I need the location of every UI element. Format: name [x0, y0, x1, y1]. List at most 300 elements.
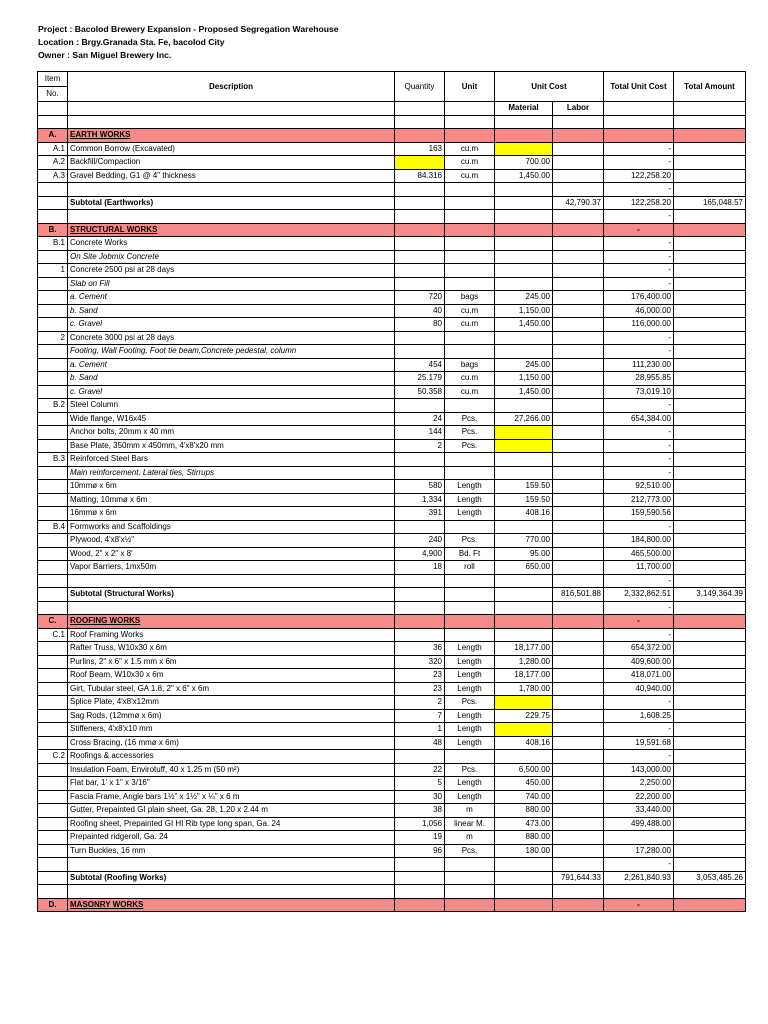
item-no-cell — [38, 196, 68, 210]
quantity-cell: 25.179 — [395, 372, 445, 386]
item-no-cell — [38, 844, 68, 858]
total-amount-cell — [674, 142, 746, 156]
table-cell — [395, 102, 445, 116]
quantity-cell — [395, 196, 445, 210]
table-row — [38, 723, 746, 737]
table-row — [38, 777, 746, 791]
quantity-cell: 163 — [395, 142, 445, 156]
total-amount-cell — [674, 237, 746, 251]
description-cell: Purlins, 2" x 6" x 1.5 mm x 6m — [68, 655, 395, 669]
table-row — [38, 372, 746, 386]
description-cell: Fascia Frame, Angle bars 1½" x 1½" x ¼" x 6 m — [68, 790, 395, 804]
description-cell: Rafter Truss, W10x30 x 6m — [68, 642, 395, 656]
table-row — [38, 534, 746, 548]
total-unit-cost-cell: - — [604, 223, 674, 237]
unit-cell: cu.m — [445, 385, 495, 399]
item-no-cell — [38, 790, 68, 804]
section-row — [38, 129, 746, 143]
unit-header: Unit — [445, 72, 495, 102]
quantity-cell: 19 — [395, 831, 445, 845]
table-row — [38, 655, 746, 669]
labor-cost-cell — [553, 358, 604, 372]
labor-cost-cell — [553, 331, 604, 345]
total-unit-cost-cell: 92,510.00 — [604, 480, 674, 494]
total-unit-cost-cell: - — [604, 750, 674, 764]
description-cell: Concrete 3000 psi at 28 days — [68, 331, 395, 345]
bill-of-quantities-table — [37, 71, 746, 912]
description-cell: Gravel Bedding, G1 @ 4" thickness — [68, 169, 395, 183]
item-no-cell: D. — [38, 898, 68, 912]
material-cost-cell: 159.50 — [495, 493, 553, 507]
material-cost-cell: 408.16 — [495, 736, 553, 750]
total-amount-cell — [674, 115, 746, 129]
description-cell: Insulation Foam, Envirotuff, 40 x 1.25 m (50 m²) — [68, 763, 395, 777]
table-row — [38, 574, 746, 588]
labor-cost-cell — [553, 831, 604, 845]
total-unit-cost-cell: 22,200.00 — [604, 790, 674, 804]
quantity-cell — [395, 453, 445, 467]
total-amount-cell — [674, 669, 746, 683]
total-unit-cost-cell: 122,258.20 — [604, 169, 674, 183]
total-unit-cost-cell: - — [604, 858, 674, 872]
labor-cost-cell — [553, 142, 604, 156]
material-cost-cell — [495, 453, 553, 467]
total-unit-cost-cell — [604, 129, 674, 143]
total-amount-cell — [674, 291, 746, 305]
description-cell: EARTH WORKS — [68, 129, 395, 143]
item-no-cell — [38, 709, 68, 723]
quantity-cell: 30 — [395, 790, 445, 804]
unit-cell: bags — [445, 291, 495, 305]
labor-cost-cell — [553, 169, 604, 183]
table-row — [38, 642, 746, 656]
description-cell: c. Gravel — [68, 318, 395, 332]
material-cost-cell: 95.00 — [495, 547, 553, 561]
material-cost-cell: 180.00 — [495, 844, 553, 858]
table-row — [38, 844, 746, 858]
material-cost-cell — [495, 520, 553, 534]
material-cost-cell: 650.00 — [495, 561, 553, 575]
total-unit-cost-header: Total Unit Cost — [604, 72, 674, 102]
table-body — [38, 115, 746, 912]
description-cell: a. Cement — [68, 291, 395, 305]
material-cost-cell — [495, 466, 553, 480]
item-no-cell: B.3 — [38, 453, 68, 467]
labor-cost-cell — [553, 237, 604, 251]
quantity-cell: 48 — [395, 736, 445, 750]
total-amount-cell: 3,053,485.26 — [674, 871, 746, 885]
total-amount-cell — [674, 709, 746, 723]
total-unit-cost-cell: - — [604, 574, 674, 588]
description-cell: b. Sand — [68, 304, 395, 318]
item-no-cell — [38, 345, 68, 359]
unit-cell — [445, 250, 495, 264]
quantity-cell — [395, 898, 445, 912]
labor-cost-cell — [553, 264, 604, 278]
item-no-cell — [38, 547, 68, 561]
item-header: Item — [38, 72, 68, 87]
section-row — [38, 223, 746, 237]
unit-cell — [445, 399, 495, 413]
quantity-cell: 23 — [395, 669, 445, 683]
total-amount-cell — [674, 547, 746, 561]
item-no-cell: B.2 — [38, 399, 68, 413]
table-row — [38, 669, 746, 683]
material-cost-cell — [495, 237, 553, 251]
description-cell — [68, 574, 395, 588]
quantity-cell: 36 — [395, 642, 445, 656]
labor-cost-cell: 42,790.37 — [553, 196, 604, 210]
item-no-cell — [38, 439, 68, 453]
item-no-cell — [38, 183, 68, 197]
material-cost-cell: 1,280.00 — [495, 655, 553, 669]
material-cost-cell: 408.16 — [495, 507, 553, 521]
item-no-cell — [38, 561, 68, 575]
total-amount-cell — [674, 642, 746, 656]
table-row — [38, 156, 746, 170]
item-no-cell — [38, 385, 68, 399]
description-cell: Cross Bracing, (16 mmø x 6m) — [68, 736, 395, 750]
material-cost-cell — [495, 223, 553, 237]
item-no-cell — [38, 277, 68, 291]
total-amount-cell — [674, 682, 746, 696]
unit-cell: m — [445, 804, 495, 818]
quantity-cell — [395, 871, 445, 885]
item-no-cell — [38, 574, 68, 588]
total-unit-cost-cell: - — [604, 615, 674, 629]
unit-cell — [445, 223, 495, 237]
total-unit-cost-cell: 73,019.10 — [604, 385, 674, 399]
total-unit-cost-cell: 654,372.00 — [604, 642, 674, 656]
table-row — [38, 250, 746, 264]
description-cell: Wood, 2" x 2" x 8' — [68, 547, 395, 561]
total-amount-cell — [674, 453, 746, 467]
table-row — [38, 493, 746, 507]
item-no-cell: A.3 — [38, 169, 68, 183]
subtotal-row — [38, 196, 746, 210]
table-row — [38, 736, 746, 750]
item-no-cell — [38, 304, 68, 318]
unit-cell: Length — [445, 723, 495, 737]
unit-cell — [445, 871, 495, 885]
table-row — [38, 210, 746, 224]
total-amount-cell — [674, 304, 746, 318]
material-cost-cell — [495, 115, 553, 129]
total-unit-cost-cell: - — [604, 183, 674, 197]
total-amount-cell — [674, 750, 746, 764]
unit-cell — [445, 183, 495, 197]
description-cell: Formworks and Scaffoldings — [68, 520, 395, 534]
quantity-cell: 240 — [395, 534, 445, 548]
table-row — [38, 399, 746, 413]
description-cell: Turn Buckles, 16 mm — [68, 844, 395, 858]
unit-cell — [445, 277, 495, 291]
table-row — [38, 345, 746, 359]
total-unit-cost-cell: 111,230.00 — [604, 358, 674, 372]
description-cell: Main reinforcement, Lateral ties, Stirrups — [68, 466, 395, 480]
table-row — [38, 480, 746, 494]
total-unit-cost-cell: 418,071.00 — [604, 669, 674, 683]
description-cell: Gutter, Prepainted GI plain sheet, Ga. 28, 1.20 x 2.44 m — [68, 804, 395, 818]
description-cell: Concrete Works — [68, 237, 395, 251]
total-amount-cell — [674, 318, 746, 332]
material-cost-cell: 880.00 — [495, 804, 553, 818]
labor-cost-cell — [553, 682, 604, 696]
total-amount-cell — [674, 534, 746, 548]
material-cost-cell — [495, 723, 553, 737]
labor-cost-cell — [553, 750, 604, 764]
material-cost-cell: 27,266.00 — [495, 412, 553, 426]
item-no-cell: B. — [38, 223, 68, 237]
table-cell — [68, 102, 395, 116]
labor-cost-cell — [553, 898, 604, 912]
unit-cell — [445, 574, 495, 588]
material-header: Material — [495, 102, 553, 116]
item-no-cell — [38, 466, 68, 480]
description-cell: MASONRY WORKS — [68, 898, 395, 912]
labor-cost-cell — [553, 804, 604, 818]
unit-cell: Length — [445, 777, 495, 791]
material-cost-cell: 1,150.00 — [495, 304, 553, 318]
unit-cell — [445, 453, 495, 467]
total-unit-cost-cell: 116,000.00 — [604, 318, 674, 332]
total-unit-cost-cell: 1,608.25 — [604, 709, 674, 723]
description-cell: Flat bar, 1' x 1" x 3/16" — [68, 777, 395, 791]
total-unit-cost-cell: - — [604, 237, 674, 251]
table-row — [38, 277, 746, 291]
total-amount-cell — [674, 844, 746, 858]
item-no-cell — [38, 736, 68, 750]
quantity-cell — [395, 466, 445, 480]
material-cost-cell — [495, 574, 553, 588]
total-unit-cost-cell: 46,000.00 — [604, 304, 674, 318]
quantity-cell: 23 — [395, 682, 445, 696]
total-unit-cost-cell: - — [604, 210, 674, 224]
unit-cell — [445, 129, 495, 143]
table-row — [38, 507, 746, 521]
total-amount-cell — [674, 439, 746, 453]
total-unit-cost-cell: 159,590.56 — [604, 507, 674, 521]
labor-cost-cell — [553, 223, 604, 237]
material-cost-cell — [495, 183, 553, 197]
material-cost-cell: 159.50 — [495, 480, 553, 494]
quantity-cell — [395, 750, 445, 764]
labor-cost-cell — [553, 628, 604, 642]
total-amount-cell: 165,048.57 — [674, 196, 746, 210]
total-unit-cost-cell: 19,591.68 — [604, 736, 674, 750]
quantity-cell: 320 — [395, 655, 445, 669]
material-cost-cell — [495, 129, 553, 143]
total-amount-cell — [674, 412, 746, 426]
unit-cell: cu.m — [445, 318, 495, 332]
description-cell — [68, 885, 395, 899]
material-cost-cell: 700.00 — [495, 156, 553, 170]
description-cell: Wide flange, W16x45 — [68, 412, 395, 426]
total-amount-cell — [674, 129, 746, 143]
total-amount-cell — [674, 493, 746, 507]
total-amount-cell — [674, 885, 746, 899]
item-no-cell — [38, 507, 68, 521]
description-cell — [68, 601, 395, 615]
total-unit-cost-cell: - — [604, 601, 674, 615]
labor-cost-cell — [553, 736, 604, 750]
material-cost-cell — [495, 277, 553, 291]
table-row — [38, 237, 746, 251]
quantity-cell: 24 — [395, 412, 445, 426]
quantity-cell — [395, 115, 445, 129]
material-cost-cell — [495, 601, 553, 615]
material-cost-cell: 1,450.00 — [495, 385, 553, 399]
material-cost-cell: 6,500.00 — [495, 763, 553, 777]
total-amount-header: Total Amount — [674, 72, 746, 102]
material-cost-cell — [495, 210, 553, 224]
quantity-cell: 1 — [395, 723, 445, 737]
material-cost-cell — [495, 142, 553, 156]
total-amount-cell — [674, 561, 746, 575]
item-no-cell: 1 — [38, 264, 68, 278]
description-cell: Vapor Barriers, 1mx50m — [68, 561, 395, 575]
total-unit-cost-cell: - — [604, 156, 674, 170]
item-no-cell — [38, 669, 68, 683]
item-no-cell — [38, 696, 68, 710]
unit-cell: cu.m — [445, 372, 495, 386]
total-amount-cell — [674, 817, 746, 831]
item-no-cell — [38, 318, 68, 332]
table-row — [38, 790, 746, 804]
unit-cell: Pcs. — [445, 412, 495, 426]
labor-cost-cell — [553, 250, 604, 264]
table-row — [38, 358, 746, 372]
item-no-cell — [38, 642, 68, 656]
description-cell: Roof Beam, W10x30 x 6m — [68, 669, 395, 683]
labor-cost-cell — [553, 601, 604, 615]
unit-cell — [445, 601, 495, 615]
labor-cost-cell — [553, 129, 604, 143]
quantity-cell — [395, 885, 445, 899]
table-row — [38, 466, 746, 480]
no-header: No. — [38, 87, 68, 102]
unit-cell: Length — [445, 736, 495, 750]
material-cost-cell — [495, 331, 553, 345]
description-cell — [68, 183, 395, 197]
quantity-cell: 2 — [395, 439, 445, 453]
total-unit-cost-cell — [604, 115, 674, 129]
table-row — [38, 858, 746, 872]
description-cell: c. Gravel — [68, 385, 395, 399]
item-no-cell: A.2 — [38, 156, 68, 170]
total-unit-cost-cell: - — [604, 399, 674, 413]
labor-cost-cell — [553, 655, 604, 669]
table-row — [38, 318, 746, 332]
table-row — [38, 412, 746, 426]
total-unit-cost-cell: 654,384.00 — [604, 412, 674, 426]
material-cost-cell: 1,450.00 — [495, 169, 553, 183]
total-amount-cell — [674, 331, 746, 345]
material-cost-cell — [495, 885, 553, 899]
total-unit-cost-cell: - — [604, 466, 674, 480]
material-cost-cell: 245.00 — [495, 358, 553, 372]
unit-cell: Bd. Ft — [445, 547, 495, 561]
material-cost-cell: 245.00 — [495, 291, 553, 305]
total-unit-cost-cell: 40,940.00 — [604, 682, 674, 696]
labor-cost-cell — [553, 480, 604, 494]
total-unit-cost-cell: 499,488.00 — [604, 817, 674, 831]
quantity-cell — [395, 156, 445, 170]
item-no-cell — [38, 777, 68, 791]
table-cell — [38, 102, 68, 116]
unit-cell: Length — [445, 493, 495, 507]
labor-cost-cell — [553, 304, 604, 318]
material-cost-cell: 880.00 — [495, 831, 553, 845]
description-cell: Stiffeners, 4'x8'x10 mm — [68, 723, 395, 737]
total-amount-cell — [674, 790, 746, 804]
quantity-cell — [395, 588, 445, 602]
quantity-cell — [395, 399, 445, 413]
total-unit-cost-cell: 11,700.00 — [604, 561, 674, 575]
description-cell — [68, 115, 395, 129]
quantity-cell — [395, 277, 445, 291]
table-row — [38, 142, 746, 156]
labor-cost-cell — [553, 466, 604, 480]
material-cost-cell: 1,150.00 — [495, 372, 553, 386]
table-row — [38, 682, 746, 696]
total-unit-cost-cell: 2,261,840.93 — [604, 871, 674, 885]
total-unit-cost-cell: 122,258.20 — [604, 196, 674, 210]
unit-cell — [445, 115, 495, 129]
quantity-cell: 50.358 — [395, 385, 445, 399]
material-cost-cell — [495, 696, 553, 710]
quantity-cell — [395, 223, 445, 237]
unit-cell — [445, 466, 495, 480]
table-row — [38, 169, 746, 183]
item-no-cell — [38, 682, 68, 696]
total-amount-cell — [674, 223, 746, 237]
item-no-cell: 2 — [38, 331, 68, 345]
quantity-cell — [395, 345, 445, 359]
total-unit-cost-cell: - — [604, 277, 674, 291]
quantity-cell — [395, 264, 445, 278]
description-cell: ROOFING WORKS — [68, 615, 395, 629]
material-cost-cell: 450.00 — [495, 777, 553, 791]
location-text: Location : Brgy.Granada Sta. Fe, bacolod City — [38, 37, 225, 47]
labor-cost-cell — [553, 426, 604, 440]
item-no-cell: A. — [38, 129, 68, 143]
total-unit-cost-cell: - — [604, 345, 674, 359]
item-no-cell: C.2 — [38, 750, 68, 764]
item-no-cell — [38, 115, 68, 129]
unit-cell — [445, 196, 495, 210]
total-unit-cost-cell: - — [604, 426, 674, 440]
total-amount-cell — [674, 777, 746, 791]
labor-cost-cell — [553, 547, 604, 561]
description-cell: Anchor bolts, 20mm x 40 mm — [68, 426, 395, 440]
table-cell — [604, 102, 674, 116]
item-no-cell — [38, 601, 68, 615]
total-amount-cell — [674, 804, 746, 818]
unit-cell: bags — [445, 358, 495, 372]
description-cell: Concrete 2500 psi at 28 days — [68, 264, 395, 278]
table-row — [38, 385, 746, 399]
total-unit-cost-cell: - — [604, 439, 674, 453]
unit-cell: linear M. — [445, 817, 495, 831]
total-unit-cost-cell: - — [604, 142, 674, 156]
unit-cell — [445, 520, 495, 534]
unit-cell — [445, 858, 495, 872]
project-title: Project : Bacolod Brewery Expansion - Proposed Segregation Warehouse — [38, 24, 339, 34]
material-cost-cell — [495, 898, 553, 912]
material-cost-cell: 229.75 — [495, 709, 553, 723]
total-unit-cost-cell: - — [604, 723, 674, 737]
